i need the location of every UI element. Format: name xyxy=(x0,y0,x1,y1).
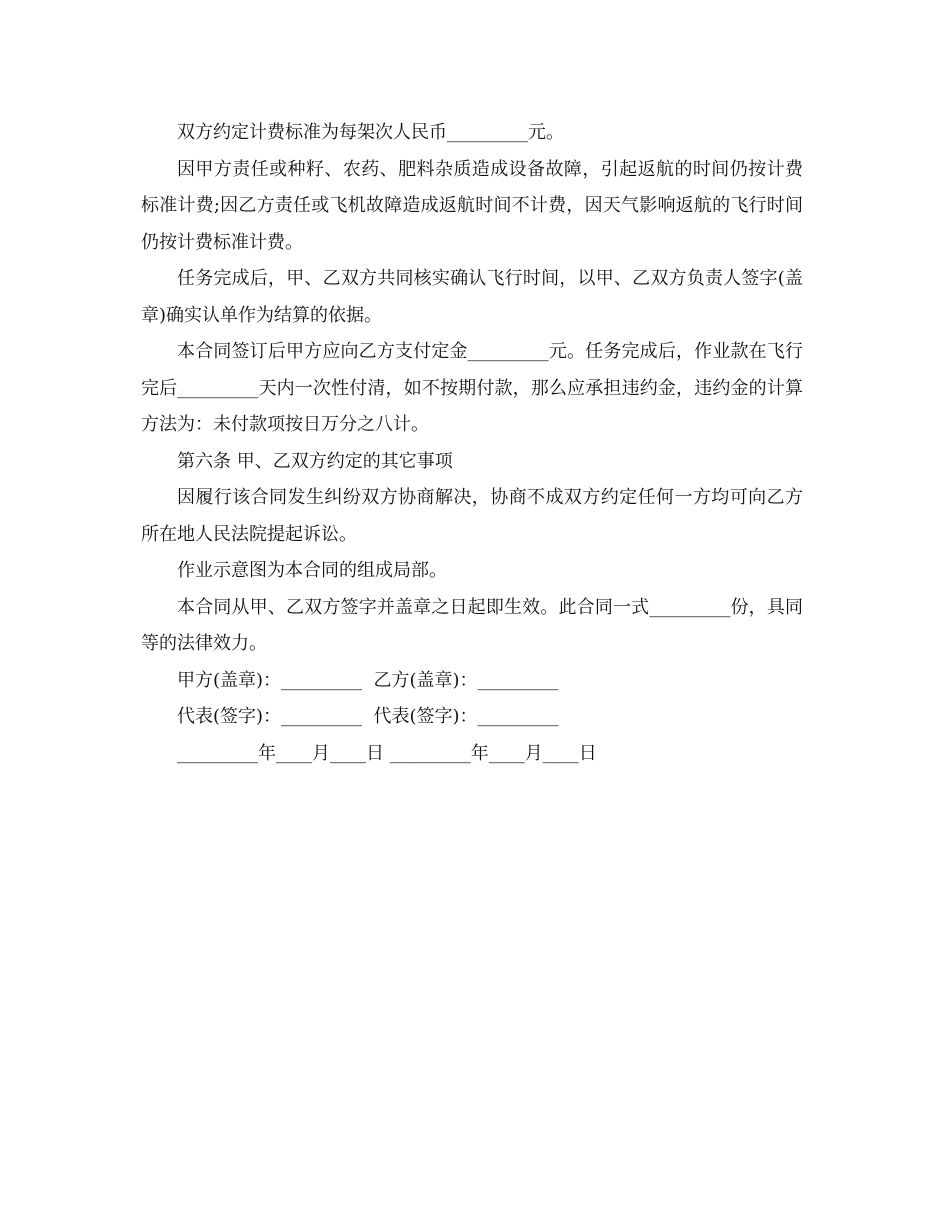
section-heading-article-six: 第六条 甲、乙双方约定的其它事项 xyxy=(177,450,453,472)
contract-body xyxy=(141,115,803,772)
signature-representative-line: 代表(签字)：_________ 代表(签字)：_________ xyxy=(177,706,559,727)
paragraph-deposit-payment: 本合同签订后甲方应向乙方支付定金_________元。任务完成后，作业款在飞行完后_________天内一次性付清，如不按期付款，那么应承担违约金，违约金的计算方法为：未付款项按日万分之八计。 xyxy=(141,341,803,435)
paragraph-effective-date: 本合同从甲、乙双方签字并盖章之日起即生效。此合同一式_________份，具同等的法律效力。 xyxy=(141,596,803,654)
signature-date-line: _________年____月____日 _________年____月____日 xyxy=(177,742,597,764)
paragraph-fee-standard: 双方约定计费标准为每架次人民币_________元。 xyxy=(177,122,564,143)
paragraph-operation-diagram: 作业示意图为本合同的组成局部。 xyxy=(177,560,447,581)
paragraph-settlement-basis: 任务完成后，甲、乙双方共同核实确认飞行时间，以甲、乙双方负责人签字(盖章)确实认单作为结算的依据。 xyxy=(141,268,803,326)
paragraph-equipment-failure: 因甲方责任或种籽、农药、肥料杂质造成设备故障，引起返航的时间仍按计费标准计费;因乙方责任或飞机故障造成返航时间不计费，因天气影响返航的飞行时间仍按计费标准计费。 xyxy=(141,158,803,253)
signature-seal-line: 甲方(盖章)：_________ 乙方(盖章)：_________ xyxy=(177,669,559,691)
paragraph-dispute-resolution: 因履行该合同发生纠纷双方协商解决，协商不成双方约定任何一方均可向乙方所在地人民法院提起诉讼。 xyxy=(141,487,803,545)
